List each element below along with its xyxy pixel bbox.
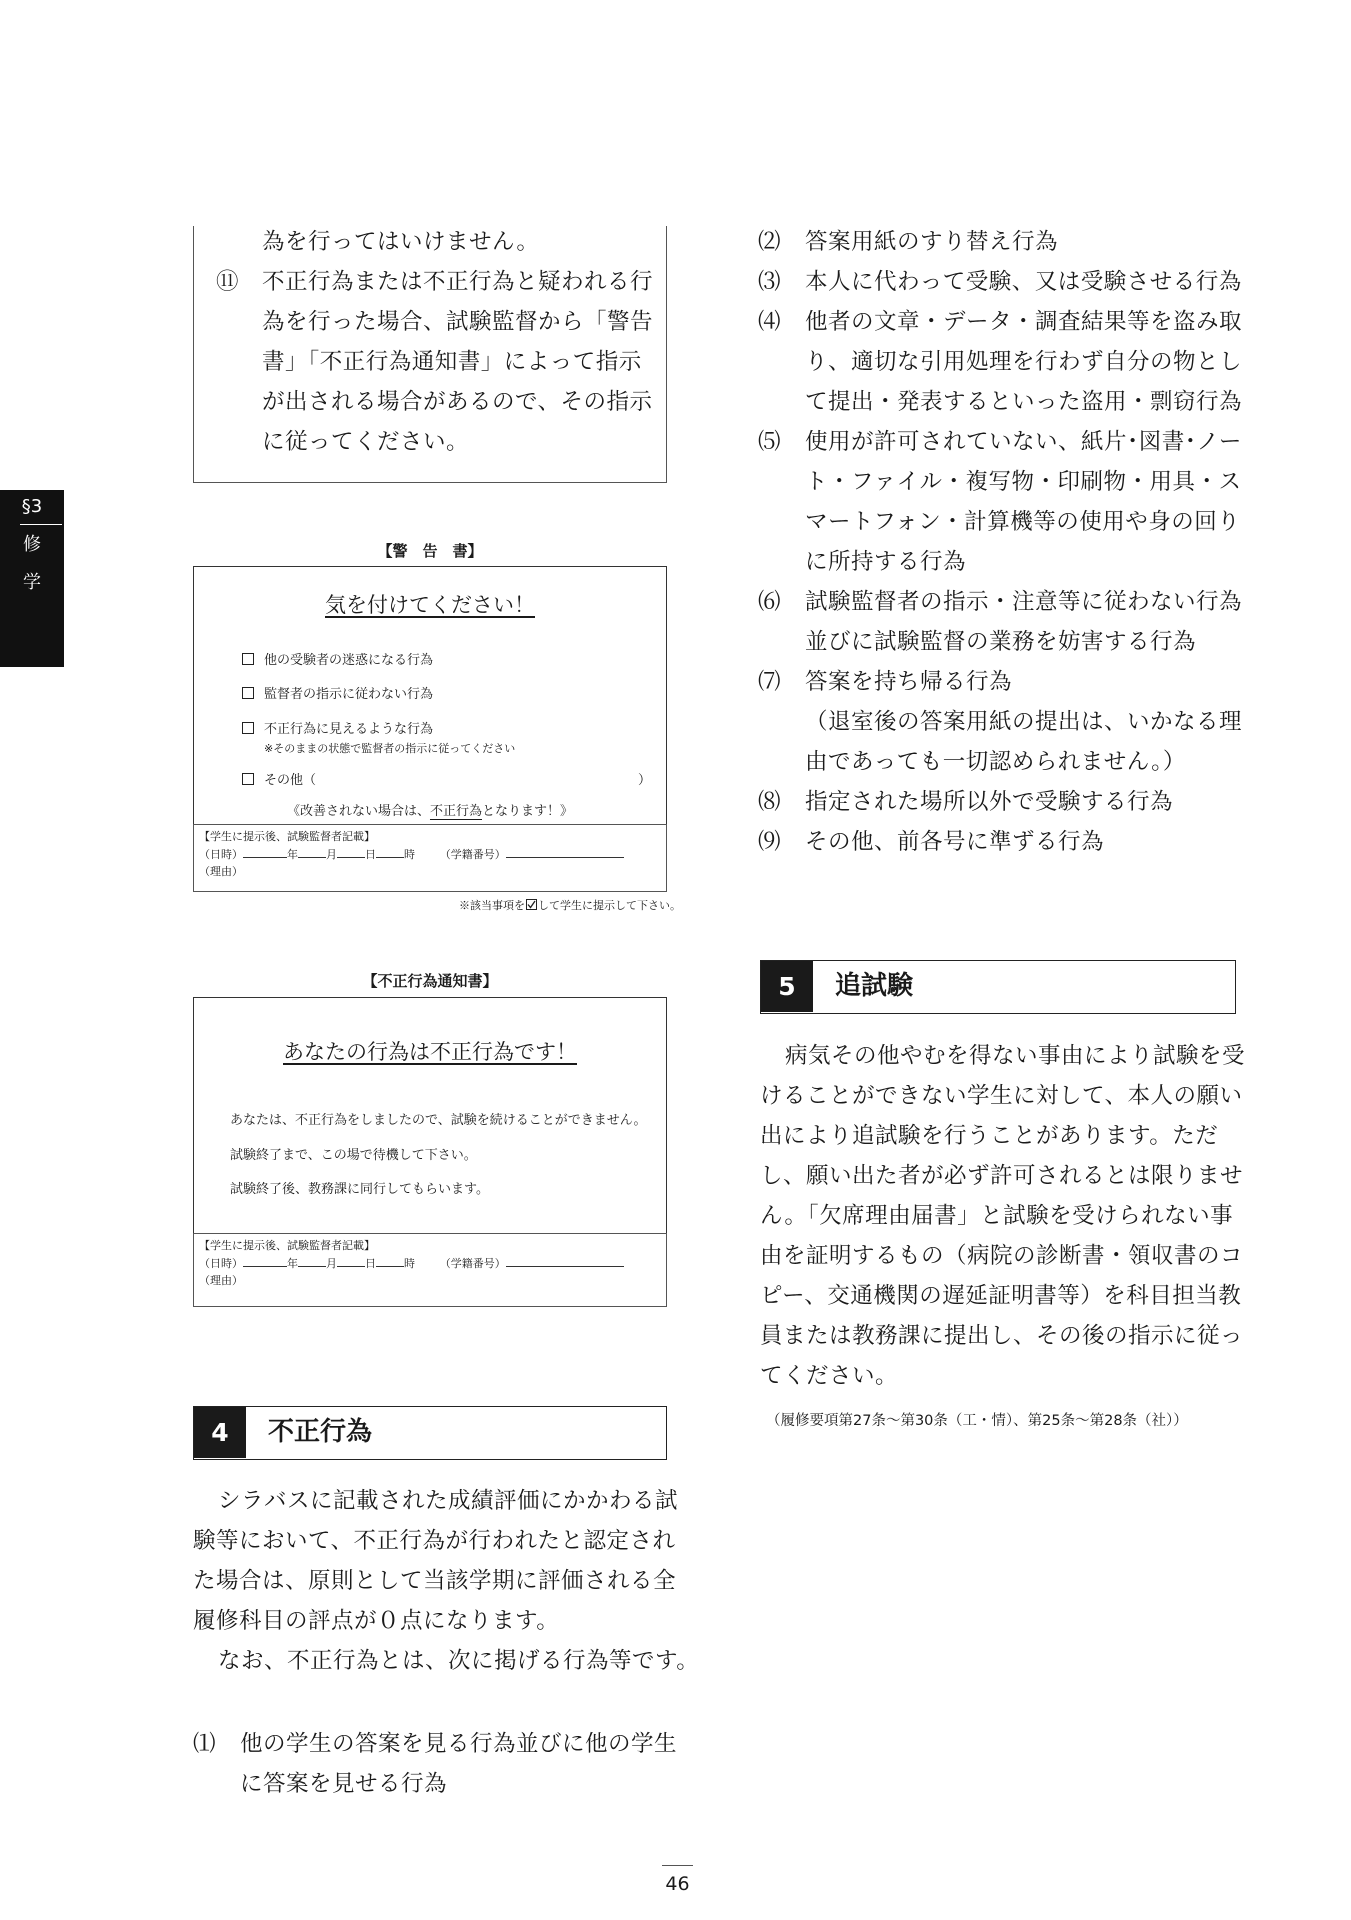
notice-line: 試験終了後、教務課に同行してもらいます。 bbox=[230, 1182, 489, 1197]
warning-check-item: 監督者の指示に従わない行為 bbox=[242, 683, 433, 702]
notice-line: 試験終了まで、この場で待機して下さい。 bbox=[230, 1148, 477, 1163]
record-datetime-row: （日時） 年 月 日 時 （学籍番号） bbox=[199, 846, 624, 862]
rule-11-number: ⑪ bbox=[216, 269, 240, 295]
record-title: 【学生に提示後、試験監督者記載】 bbox=[199, 831, 375, 843]
notice-line: あなたは、不正行為をしましたので、試験を続けることができません。 bbox=[230, 1113, 647, 1128]
item-line: 試験監督者の指示・注意等に従わない行為 bbox=[805, 589, 1243, 615]
record-title: 【学生に提示後、試験監督者記載】 bbox=[199, 1240, 375, 1252]
item-number: ⑹ bbox=[758, 589, 782, 615]
warning-heading: 気を付けてください！ bbox=[325, 593, 535, 617]
side-section-tab bbox=[0, 490, 64, 667]
section-5-para-line: 病気その他やむを得ない事由により試験を受 bbox=[785, 1043, 1246, 1069]
item-line: マートフォン・計算機等の使用や身の回り bbox=[805, 509, 1241, 535]
section-4-para-line: た場合は、原則として当該学期に評価される全 bbox=[193, 1568, 677, 1594]
item-line: り、適切な引用処理を行わず自分の物とし bbox=[805, 349, 1243, 375]
item-line: （退室後の答案用紙の提出は、いかなる理 bbox=[805, 709, 1243, 735]
warning-note: ※該当事項を して学生に提示して下さい。 bbox=[459, 900, 681, 912]
checkbox-icon bbox=[242, 653, 254, 665]
section-5-para-line: てください。 bbox=[760, 1363, 899, 1389]
section-4-para-line: シラバスに記載された成績評価にかかわる試 bbox=[218, 1488, 679, 1514]
rules-line-1: 為を行ってはいけません。 bbox=[262, 229, 540, 255]
warning-check-item: 他の受験者の迷惑になる行為 bbox=[242, 649, 433, 668]
section-5-para-line: 員または教務課に提出し、その後の指示に従っ bbox=[760, 1323, 1244, 1349]
item-line: て提出・発表するといった盗用・剽窃行為 bbox=[805, 389, 1243, 415]
rule-11-line: 書」「不正行為通知書」によって指示 bbox=[262, 349, 642, 375]
item-number: ⑼ bbox=[758, 829, 782, 855]
section-5-para-line: し、願い出た者が必ず許可されるとは限りませ bbox=[760, 1163, 1244, 1189]
section-5-para-line: ん。「欠席理由届書」と試験を受けられない事 bbox=[760, 1203, 1234, 1229]
item-number: ⑻ bbox=[758, 789, 782, 815]
page-number-rule bbox=[662, 1865, 693, 1866]
item-line: 由であっても一切認められません。） bbox=[805, 749, 1186, 775]
item-number: ⑴ bbox=[193, 1731, 217, 1757]
section-5-para-line: 出により追試験を行うことがあります。ただ bbox=[760, 1123, 1219, 1149]
section-number: 5 bbox=[761, 961, 813, 1012]
section-4-para-line: なお、不正行為とは、次に掲げる行為等です。 bbox=[218, 1648, 700, 1674]
tab-char-1: 修 bbox=[23, 534, 41, 555]
item-line: に所持する行為 bbox=[805, 549, 967, 575]
checkbox-icon bbox=[242, 722, 254, 734]
item-line: 指定された場所以外で受験する行為 bbox=[805, 789, 1174, 815]
record-reason: （理由） bbox=[199, 1275, 243, 1287]
item-line: 答案を持ち帰る行為 bbox=[805, 669, 1013, 695]
item-line: ト・ファイル・複写物・印刷物・用具・ス bbox=[805, 469, 1242, 495]
item-line: 他の学生の答案を見る行為並びに他の学生 bbox=[240, 1731, 678, 1757]
warning-form-caption: 【警 告 書】 bbox=[377, 542, 483, 560]
section-number: 4 bbox=[194, 1407, 246, 1458]
tab-divider bbox=[20, 524, 62, 525]
rule-11-line: が出される場合があるので、その指示 bbox=[262, 389, 653, 415]
warning-check-note: ※そのままの状態で監督者の指示に従ってください bbox=[264, 742, 516, 755]
rule-11-line: 不正行為または不正行為と疑われる行 bbox=[262, 269, 654, 295]
item-line: その他、前各号に準ずる行為 bbox=[805, 829, 1105, 855]
warning-check-item: 不正行為に見えるような行為 bbox=[242, 718, 433, 737]
item-number: ⑶ bbox=[758, 269, 782, 295]
item-line: 本人に代わって受験、又は受験させる行為 bbox=[805, 269, 1242, 295]
warning-other-close: ） bbox=[638, 773, 652, 788]
item-number: ⑷ bbox=[758, 309, 782, 335]
checkmark-icon bbox=[526, 899, 537, 910]
page-number: 46 bbox=[665, 1873, 690, 1895]
item-line: 並びに試験監督の業務を妨害する行為 bbox=[805, 629, 1197, 655]
notice-form-caption: 【不正行為通知書】 bbox=[362, 972, 498, 990]
tab-char-2: 学 bbox=[23, 572, 41, 593]
section-title: 追試験 bbox=[835, 971, 914, 1001]
item-number: ⑺ bbox=[758, 669, 782, 695]
item-number: ⑵ bbox=[758, 229, 782, 255]
warning-footer: 《改善されない場合は、不正行為となります！》 bbox=[286, 804, 574, 819]
section-mark: §3 bbox=[21, 496, 43, 517]
section-4-para-line: 験等において、不正行為が行われたと認定され bbox=[193, 1528, 676, 1554]
checkbox-icon bbox=[242, 687, 254, 699]
section-4-para-line: 履修科目の評点が０点になります。 bbox=[193, 1608, 560, 1634]
section-5-reference: （履修要項第27条～第30条（工・情）、第25条～第28条（社）） bbox=[766, 1413, 1188, 1429]
section-title: 不正行為 bbox=[268, 1417, 373, 1447]
section-5-para-line: 由を証明するもの（病院の診断書・領収書のコ bbox=[760, 1243, 1244, 1269]
rule-11-line: に従ってください。 bbox=[262, 429, 470, 455]
record-datetime-row: （日時） 年 月 日 時 （学籍番号） bbox=[199, 1255, 624, 1271]
notice-heading: あなたの行為は不正行為です！ bbox=[283, 1040, 577, 1064]
rule-11-line: 為を行った場合、試験監督から「警告 bbox=[262, 309, 654, 335]
section-5-heading bbox=[760, 960, 1236, 1014]
checkbox-icon bbox=[242, 773, 254, 785]
item-line: 答案用紙のすり替え行為 bbox=[805, 229, 1059, 255]
section-4-heading bbox=[193, 1406, 667, 1460]
item-line: 他者の文章・データ・調査結果等を盗み取 bbox=[805, 309, 1243, 335]
item-number: ⑸ bbox=[758, 429, 782, 455]
item-line: に答案を見せる行為 bbox=[240, 1771, 448, 1797]
section-5-para-line: ピー、交通機関の遅延証明書等）を科目担当教 bbox=[760, 1283, 1242, 1309]
record-reason: （理由） bbox=[199, 866, 243, 878]
section-5-para-line: けることができない学生に対して、本人の願い bbox=[760, 1083, 1243, 1109]
warning-check-other: その他（ bbox=[242, 769, 316, 788]
item-line: 使用が許可されていない、紙片･図書･ノー bbox=[805, 429, 1242, 455]
